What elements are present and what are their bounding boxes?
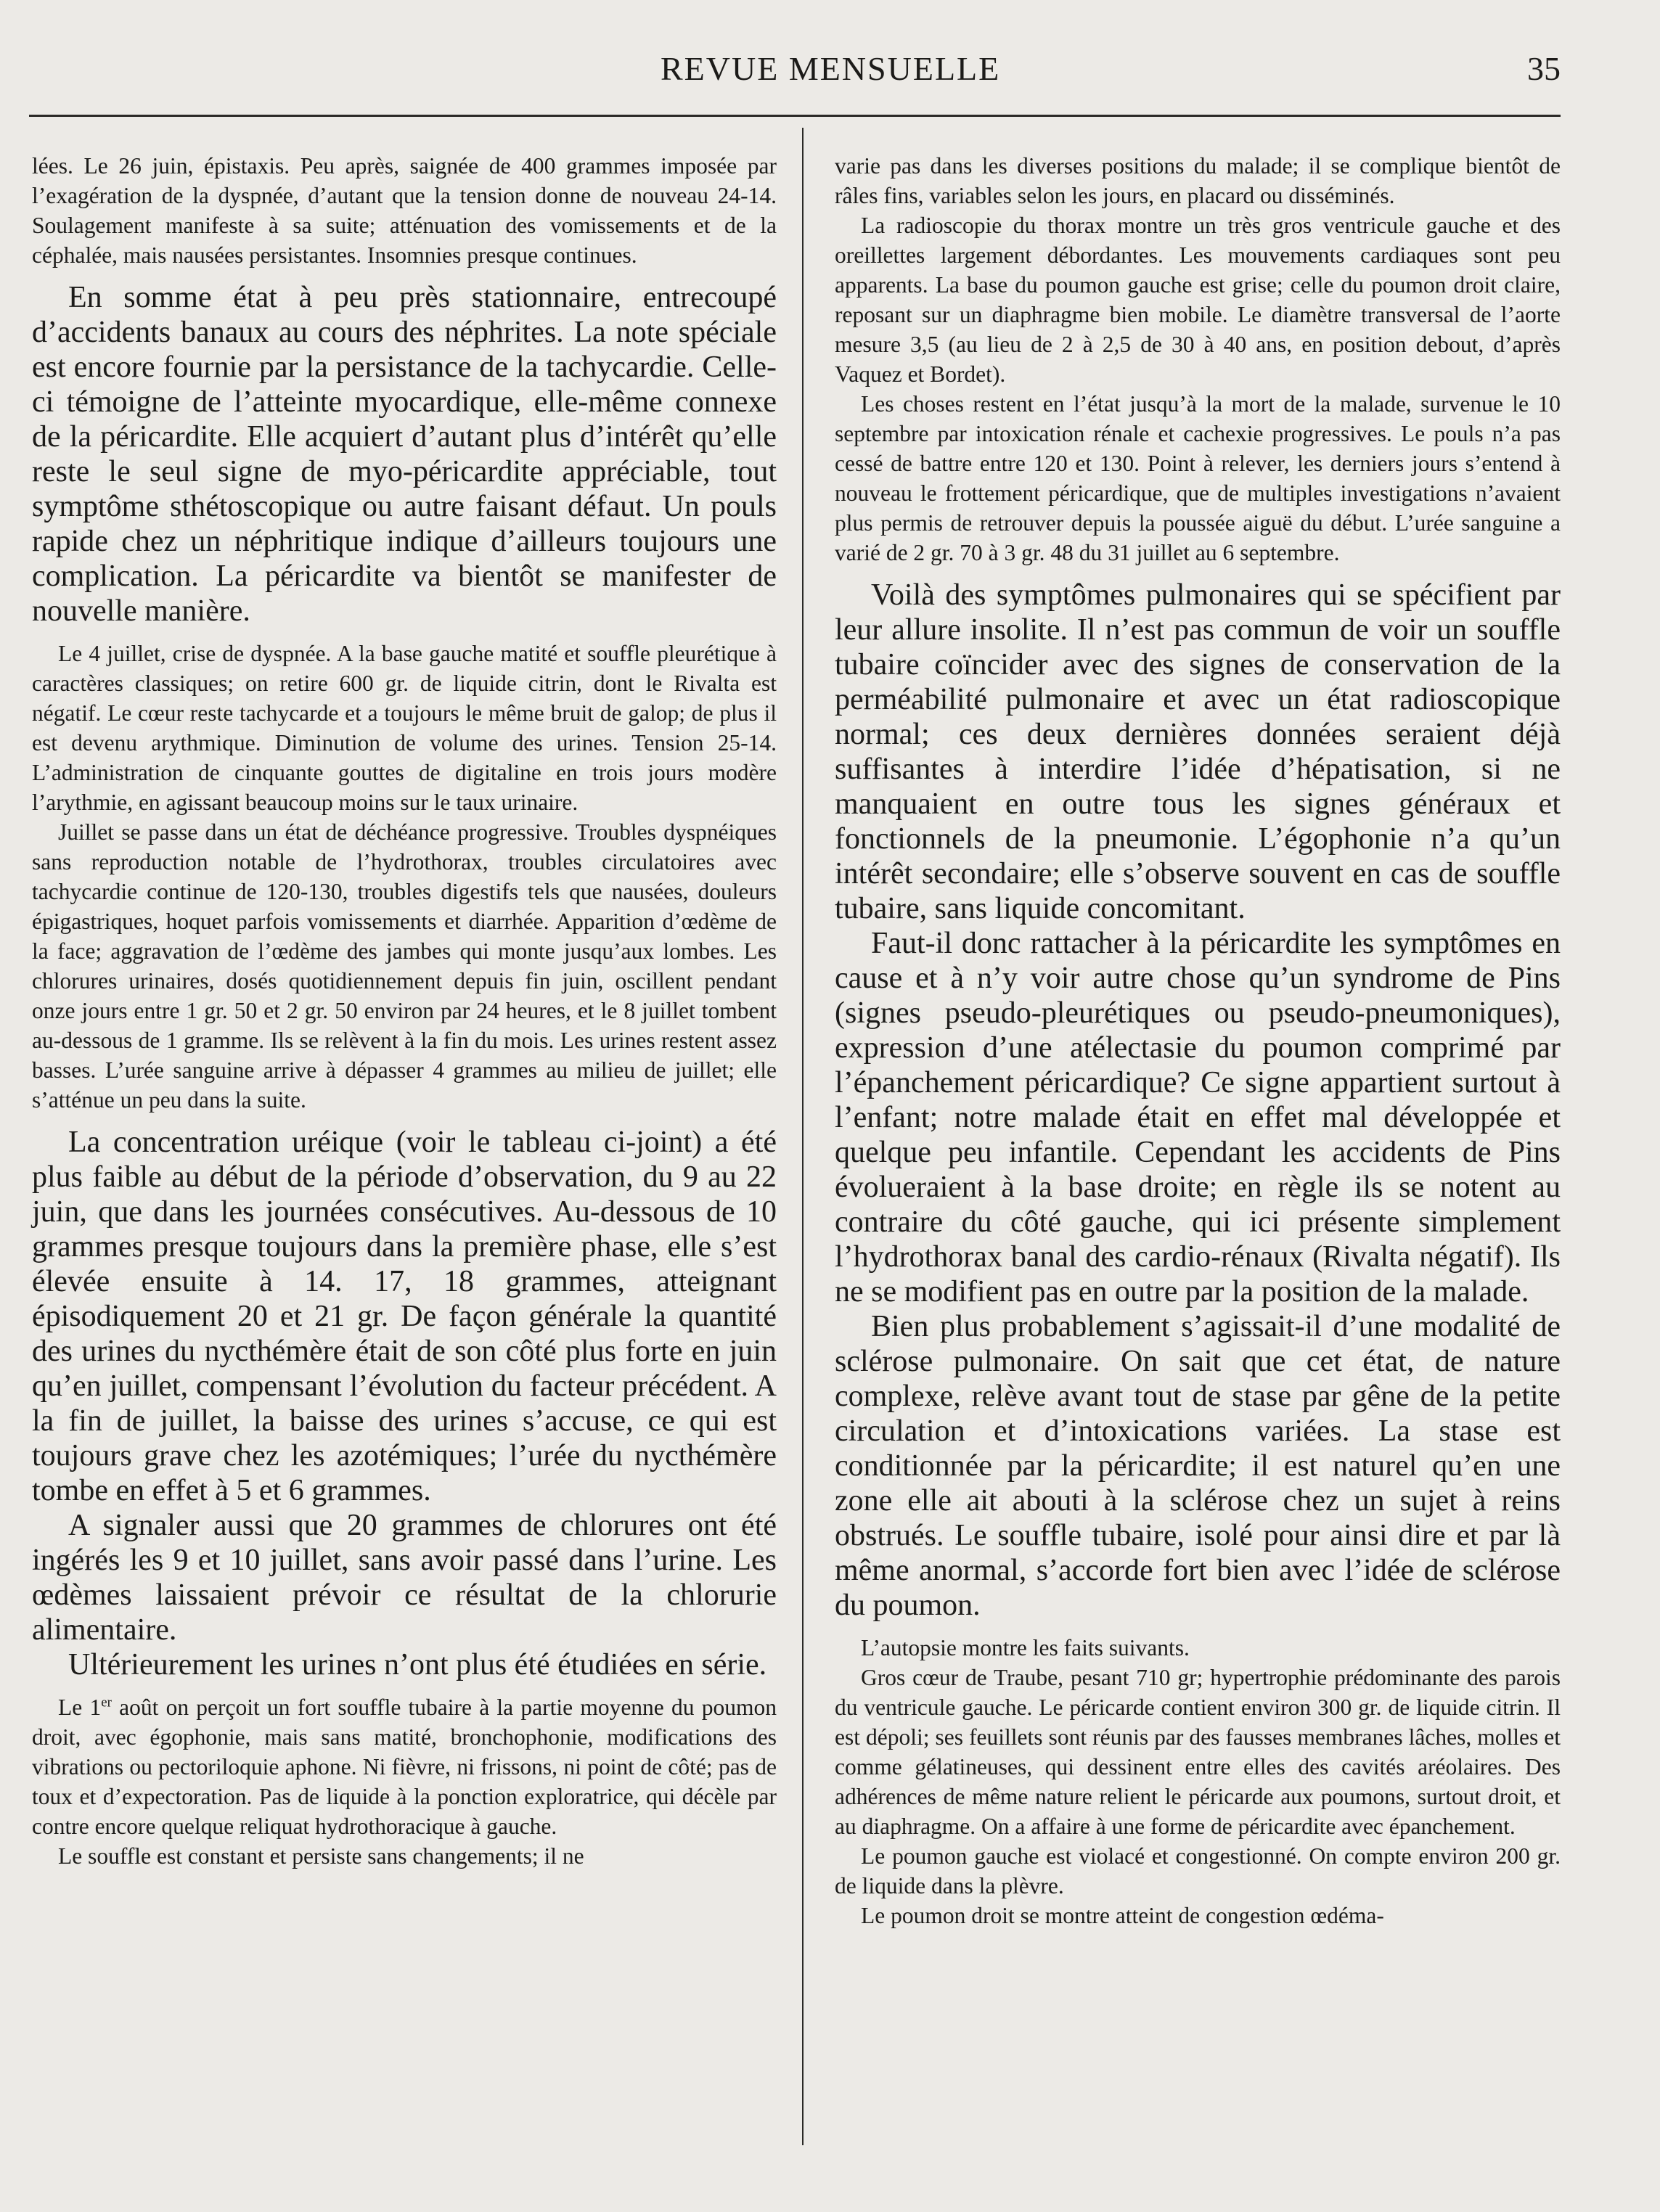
paragraph-small: varie pas dans les diverses positions du malade; il se complique bientôt de râles fins, variables selon les jours, en placard ou disséminés. <box>835 153 1561 208</box>
column-divider <box>802 128 804 2145</box>
paragraph-small: Les choses restent en l’état jusqu’à la mort de la malade, survenue le 10 septembre par intoxication rénale et cachexie progressives. Le pouls n’a pas cessé de battre entre 120 et 130. Point à relever, les derniers jours s’entend à nouveau le frottement péricardique, que de multiples investigations n’avaient plus permis de retrouver depuis la poussée aiguë du début. L’urée sanguine a varié de 2 gr. 70 à 3 gr. 48 du 31 juillet au 6 septembre. <box>835 391 1561 565</box>
superscript: er <box>101 1695 112 1711</box>
running-title: REVUE MENSUELLE <box>661 50 1001 87</box>
left-column <box>32 151 777 1871</box>
paragraph-small: L’autopsie montre les faits suivants. <box>861 1635 1190 1660</box>
running-head <box>29 44 1561 94</box>
paragraph-large: Bien plus probablement s’agissait-il d’une modalité de sclérose pulmonaire. On sait que cet état, de nature complexe, relève avant tout de stase par gêne de la petite circulation et d’intoxications variées. La stase est conditionnée par la péricardite; il est naturel qu’en une zone elle ait abouti à la sclérose chez un sujet à reins obstrués. Le souffle tubaire, isolé pour ainsi dire et par là même anormal, s’accorde fort bien avec l’idée de sclérose du poumon. <box>835 1310 1561 1622</box>
text-run: août on perçoit un fort souffle tubaire à la partie moyenne du poumon droit, avec égophonie, mais sans matité, bronchophonie, modifications des vibrations ou pectoriloquie aphone. Ni fièvre, ni frissons, ni point de côté; pas de toux et d’expectoration. Pas de liquide à la ponction exploratrice, qui décèle par contre encore quelque reliquat hydrothoracique à gauche. <box>32 1695 777 1839</box>
paragraph-large: A signaler aussi que 20 grammes de chlorures ont été ingérés les 9 et 10 juillet, sans avoir passé dans l’urine. Les œdèmes laissaient prévoir ce résultat de la chlorurie alimentaire. <box>32 1509 777 1647</box>
paragraph-small: Gros cœur de Traube, pesant 710 gr; hypertrophie prédominante des parois du ventricule gauche. Le péricarde contient environ 300 gr. de liquide citrin. Il est dépoli; ses feuillets sont réunis par des fausses membranes lâches, molles et comme gélatineuses, qui dessinent entre elles des cavités aréolaires. Des adhérences de même nature relient le péricarde aux poumons, surtout droit, et au diaphragme. On a affaire à une forme de péricardite avec épanchement. <box>835 1665 1561 1839</box>
paragraph-small: Le poumon droit se montre atteint de congestion œdéma- <box>861 1903 1384 1928</box>
text-run: Le 1 <box>58 1695 102 1720</box>
paragraph-small: Le poumon gauche est violacé et congestionné. On compte environ 200 gr. de liquide dans la plèvre. <box>835 1843 1561 1898</box>
header-rule <box>29 115 1561 117</box>
right-column <box>835 151 1561 1930</box>
paragraph-large: Voilà des symptômes pulmonaires qui se spécifient par leur allure insolite. Il n’est pas commun de voir un souffle tubaire coïncider avec des signes de conservation de la perméabilité pulmonaire et avec un état radioscopique normal; ces deux dernières données seraient déjà suffisantes à interdire l’idée d’hépatisation, si ne manquaient en outre tous les signes généraux et fonctionnels de la pneumonie. L’égophonie n’a qu’un intérêt secondaire; elle s’observe souvent en cas de souffle tubaire, sans liquide concomitant. <box>835 578 1561 925</box>
paragraph-large: Ultérieurement les urines n’ont plus été étudiées en série. <box>68 1648 767 1681</box>
paragraph-large: Faut-il donc rattacher à la péricardite les symptômes en cause et à n’y voir autre chose qu’un syndrome de Pins (signes pseudo-pleurétiques ou pseudo-pneumoniques), expression d’une atélectasie du poumon comprimé par l’épanchement péricardique? Ce signe appartient surtout à l’enfant; notre malade était en effet mal développée et quelque peu infantile. Cependant les accidents de Pins évolueraient à la base droite; en règle ils se notent au contraire du côté gauche, qui ici présente simplement l’hydrothorax banal des cardio-rénaux (Rivalta négatif). Ils ne se modifient pas en outre par la position de la malade. <box>835 927 1561 1308</box>
paragraph-small: lées. Le 26 juin, épistaxis. Peu après, saignée de 400 grammes imposée par l’exagération de la dyspnée, d’autant que la tension donne de nouveau 24-14. Soulagement manifeste à sa suite; atténuation des vomissements et de la céphalée, mais nausées persistantes. Insomnies presque continues. <box>32 153 777 268</box>
paragraph-small: Juillet se passe dans un état de déchéance progressive. Troubles dyspnéiques sans reproduction notable de l’hydrothorax, troubles circulatoires avec tachycardie continue de 120-130, troubles digestifs tels que nausées, douleurs épigastriques, hoquet parfois vomissements et diarrhée. Apparition d’œdème de la face; aggravation de l’œdème des jambes qui monte jusqu’aux lombes. Les chlorures urinaires, dosés quotidiennement depuis fin juin, oscillent pendant onze jours entre 1 gr. 50 et 2 gr. 50 environ par 24 heures, et le 8 juillet tombent au-dessous de 1 gramme. Ils se relèvent à la fin du mois. Les urines restent assez basses. L’urée sanguine arrive à dépasser 4 grammes au milieu de juillet; elle s’atténue un peu dans la suite. <box>32 819 777 1113</box>
paragraph-large: En somme état à peu près stationnaire, entrecoupé d’accidents banaux au cours des néphrites. La note spéciale est encore fournie par la persistance de la tachycardie. Celle-ci témoigne de l’atteinte myocardique, elle-même connexe de la péricardite. Elle acquiert d’autant plus d’intérêt qu’elle reste le seul signe de myo-péricardite appréciable, tout symptôme sthétoscopique ou autre faisant défaut. Un pouls rapide chez un néphritique indique d’ailleurs toujours une complication. La péricardite va bientôt se manifester de nouvelle manière. <box>32 281 777 628</box>
paragraph-small <box>32 1692 777 1841</box>
paragraph-large: La concentration uréique (voir le tableau ci-joint) a été plus faible au début de la période d’observation, du 9 au 22 juin, que dans les journées consécutives. Au-dessous de 10 grammes presque toujours dans la première phase, elle s’est élevée ensuite à 14. 17, 18 grammes, atteignant épisodiquement 20 et 21 gr. De façon générale la quantité des urines du nycthémère était de son côté plus forte en juin qu’en juillet, compensant l’évolution du facteur précédent. A la fin de juillet, la baisse des urines s’accuse, ce qui est toujours grave chez les azotémiques; l’urée du nycthémère tombe en effet à 5 et 6 grammes. <box>32 1126 777 1507</box>
page-number: 35 <box>1527 50 1561 87</box>
paragraph-small: Le 4 juillet, crise de dyspnée. A la base gauche matité et souffle pleurétique à caractères classiques; on retire 600 gr. de liquide citrin, dont le Rivalta est négatif. Le cœur reste tachycarde et a toujours le même bruit de galop; de plus il est devenu arythmique. Diminution de volume des urines. Tension 25-14. L’administration de cinquante gouttes de digitaline en trois jours modère l’arythmie, en agissant beaucoup moins sur le taux urinaire. <box>32 641 777 815</box>
paragraph-small: Le souffle est constant et persiste sans changements; il ne <box>58 1843 584 1869</box>
paragraph-small: La radioscopie du thorax montre un très gros ventricule gauche et des oreillettes largement débordantes. Les mouvements cardiaques sont peu apparents. La base du poumon gauche est grise; celle du poumon droit claire, reposant sur un diaphragme bien mobile. Le diamètre transversal de l’aorte mesure 3,5 (au lieu de 2 à 2,5 de 30 à 40 ans, en position debout, d’après Vaquez et Bordet). <box>835 213 1561 387</box>
